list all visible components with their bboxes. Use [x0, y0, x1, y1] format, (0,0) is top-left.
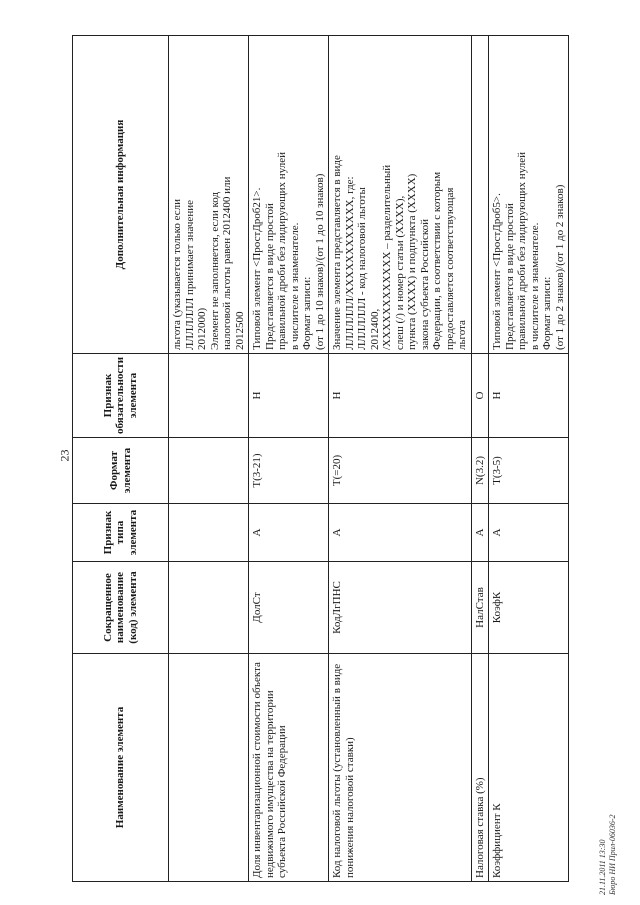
footer-doc-id: Бюро НИ Прил-06036-2 — [608, 814, 617, 895]
cell-type — [169, 504, 249, 562]
cell-info: Типовой элемент <ПростДроб5>. Представляется в виде простой правильной дроби без лидирующих нулей в числителе и знаменателе. Формат записи: (от 1 до 2 знаков)/(от 1 до 2 знаков) — [489, 36, 569, 354]
table-row — [471, 36, 489, 882]
cell-required — [169, 354, 249, 438]
cell-required: Н — [329, 354, 472, 438]
cell-code: КоэфК — [489, 562, 569, 654]
cell-format: N(3.2) — [471, 438, 489, 504]
cell-type: А — [471, 504, 489, 562]
header-element-required: Признак обязательности элемента — [73, 354, 169, 438]
header-element-code: Сокращенное наименование (код) элемента — [73, 562, 169, 654]
cell-type: А — [329, 504, 472, 562]
elements-table — [72, 35, 569, 882]
cell-type: А — [249, 504, 329, 562]
cell-name — [169, 654, 249, 882]
cell-name: Код налоговой льготы (установленный в виде понижения налоговой ставки) — [329, 654, 472, 882]
table-row — [329, 36, 472, 882]
cell-info: Типовой элемент <ПростДроб21>. Представляется в виде простой правильной дроби без лидирующих нулей в числителе и знаменателе. Формат записи: (от 1 до 10 знаков)/(от 1 до 10 знаков) — [249, 36, 329, 354]
table-row — [249, 36, 329, 882]
cell-info: льгота (указывается только если ЛЛЛЛЛЛЛ принимает значение 2012000) Элемент не заполняется, если код налоговой льготы равен 2012400 или 2012500 — [169, 36, 249, 354]
header-element-name: Наименование элемента — [73, 654, 169, 882]
cell-code: НалСтав — [471, 562, 489, 654]
table-row — [489, 36, 569, 882]
cell-format — [169, 438, 249, 504]
cell-name: Налоговая ставка (%) — [471, 654, 489, 882]
footer-stamp — [598, 755, 618, 895]
cell-name: Доля инвентаризационной стоимости объекта недвижимого имущества на территории субъекта Российской Федерации — [249, 654, 329, 882]
cell-code — [169, 562, 249, 654]
header-element-format: Формат элемента — [73, 438, 169, 504]
footer-date: 21.11.2011 13:30 — [598, 839, 607, 895]
cell-format: Т(3-5) — [489, 438, 569, 504]
header-additional-info: Дополнительная информация — [73, 36, 169, 354]
cell-format: Т(=20) — [329, 438, 472, 504]
cell-required: Н — [489, 354, 569, 438]
table-row — [169, 36, 249, 882]
cell-required: Н — [249, 354, 329, 438]
cell-code: КодЛгПНС — [329, 562, 472, 654]
page-number: 23 — [57, 449, 72, 462]
cell-info — [471, 36, 489, 354]
header-element-type: Признак типа элемента — [73, 504, 169, 562]
rotated-table-container — [72, 36, 608, 882]
cell-info: Значение элемента представляется в виде ЛЛЛЛЛЛЛ/ХХХХХХХХХХХХ, где: ЛЛЛЛЛЛЛ - код налоговой льготы 2012400, /ХХХХХХХХХХХХ – разделительный слеш (/) и номер статьи (ХХХХ), пункта (ХХХХ) и подпункта (ХХХХ) закона субъекта Российской Федерации, в соответствии с которым предоставляется соответствующая льгота — [329, 36, 472, 354]
table-header-row — [73, 36, 169, 882]
cell-name: Коэффициент К — [489, 654, 569, 882]
cell-format: Т(3-21) — [249, 438, 329, 504]
cell-code: ДолСт — [249, 562, 329, 654]
cell-type: А — [489, 504, 569, 562]
cell-required: О — [471, 354, 489, 438]
